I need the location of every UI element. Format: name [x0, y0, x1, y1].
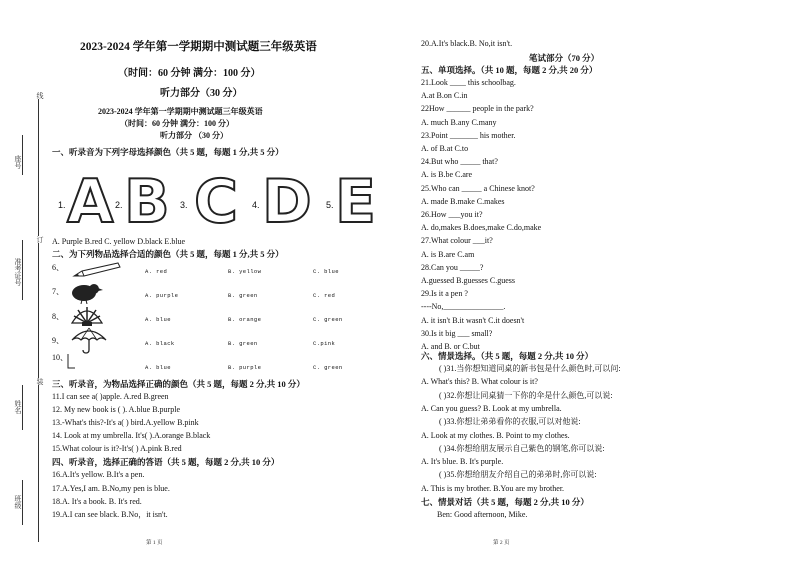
- situation-question: ( )33.你想让弟弟看你的衣服,可以对他说:: [439, 417, 581, 427]
- dialogue-line-1: Ben: Good afternoon, Mike.: [437, 510, 528, 519]
- item-8-option-c: C. green: [313, 316, 343, 323]
- situation-options: A. Can you guess? B. Look at my umbrella.: [421, 403, 562, 413]
- outlined-letter-b: B: [124, 167, 170, 237]
- item-10-option-a: A. blue: [145, 364, 171, 371]
- situation-options: A. This is my brother. B.You are my brother.: [421, 483, 565, 493]
- section-7-heading: 七、情景对话（共 5 题，每题 2 分,共 10 分）: [421, 497, 589, 507]
- question-line: 22How ______ people in the park?: [421, 104, 534, 114]
- question-line: 29.Is it a pen ?: [421, 289, 468, 299]
- answer-line: ----No,_______________.: [421, 302, 506, 312]
- item-13: 13.-What's this?-It's a( ) bird.A.yellow B.pink: [52, 418, 199, 427]
- section-2-heading: 二、为下列物品选择合适的颜色（共 5 题，每题 1 分,共 5 分）: [52, 249, 284, 259]
- situation-options: A. Look at my clothes. B. Point to my clothes.: [421, 430, 570, 440]
- section-4-heading: 四、听录音，选择正确的答语（共 5 题，每题 2 分,共 10 分）: [52, 457, 280, 467]
- item-14: 14. Look at my umbrella. It's( ).A.orange B.black: [52, 431, 211, 440]
- item-6-option-a: A. red: [145, 268, 168, 275]
- situation-question: ( )35.你想给朋友介绍自己的弟弟时,你可以说:: [439, 470, 597, 480]
- section-1-heading: 一、听录音为下列字母选择颜色（共 5 题，每题 1 分,共 5 分）: [52, 147, 284, 157]
- question-line: 28.Can you _____?: [421, 262, 484, 272]
- item-8-option-a: A. blue: [145, 316, 171, 323]
- item-10-option-c: C. green: [313, 364, 343, 371]
- margin-mark-staple: 订: [36, 236, 44, 243]
- question-line: 26.How ___you it?: [421, 210, 483, 219]
- item-9-option-c: C.pink: [313, 340, 336, 347]
- item-9-num: 9、: [52, 336, 64, 345]
- item-7-num: 7、: [52, 287, 64, 296]
- item-18: 18.A. It's a book. B. It's red.: [52, 497, 142, 506]
- item-10-picture: [66, 354, 76, 370]
- item-9-option-a: A. black: [145, 340, 175, 347]
- outlined-letter-c: C: [194, 167, 239, 237]
- item-6-option-c: C. blue: [313, 268, 339, 275]
- situation-options: A. What's this? B. What colour is it?: [421, 377, 538, 387]
- letter-num-5: 5.: [326, 200, 334, 210]
- item-8-num: 8、: [52, 312, 64, 321]
- answer-line: A. of B.at C.to: [421, 144, 469, 153]
- page-number-2: 第 2 页: [493, 540, 510, 546]
- item-10-num: 10、: [52, 353, 68, 362]
- margin-label-exam-id: 准考证号: [14, 258, 22, 286]
- item-15: 15.What colour is it?-It's( ) A.pink B.red: [52, 444, 182, 453]
- answer-line: A. is B.are C.am: [421, 249, 475, 259]
- answer-line: A. much B.any C.many: [421, 117, 497, 127]
- answer-line: A. made B.make C.makes: [421, 196, 505, 206]
- outlined-letter-d: D: [262, 167, 312, 237]
- question-line: 24.But who _____ that?: [421, 157, 498, 167]
- letter-num-2: 2.: [115, 200, 123, 210]
- question-line: 25.Who can _____ a Chinese knot?: [421, 183, 535, 193]
- item-16: 16.A.It's yellow. B.It's a pen.: [52, 470, 145, 479]
- item-19: 19.A.I can see black. B.No，it isn't.: [52, 510, 168, 519]
- margin-mark-line: 线: [36, 92, 44, 99]
- item-12: 12. My new book is ( ). A.blue B.purple: [52, 405, 180, 414]
- outlined-letter-a: A: [67, 167, 114, 237]
- binding-line: [38, 92, 39, 542]
- question-line: 27.What colour ___it?: [421, 236, 493, 246]
- margin-label-seat: 座号: [14, 155, 22, 169]
- pencil-picture: [72, 262, 122, 278]
- margin-label-name: 姓名: [14, 400, 22, 414]
- umbrella-picture: [70, 326, 108, 354]
- inner-title: 2023-2024 学年第一学期期中测试题三年级英语: [98, 107, 263, 116]
- section-6-heading: 六、情景选择。（共 5 题，每题 2 分,共 10 分）: [421, 351, 594, 361]
- inner-time-score: （时间：60 分钟 满分：100 分）: [120, 119, 234, 128]
- exam-title: 2023-2024 学年第一学期期中测试题三年级英语: [80, 41, 317, 53]
- page-number-1: 第 1 页: [146, 540, 163, 546]
- question-line: 23.Point _______ his mother.: [421, 130, 516, 140]
- margin-label-class: 班级: [14, 495, 22, 509]
- listening-heading: 听力部分（30 分）: [160, 88, 243, 99]
- situation-question: ( )32.你想让同桌猜一下你的伞是什么颜色,可以说:: [439, 390, 613, 400]
- written-heading: 笔试部分（70 分）: [529, 53, 600, 63]
- item-6-option-b: B. yellow: [228, 268, 262, 275]
- answer-line: A. is B.be C.are: [421, 170, 473, 180]
- situation-question: ( )31.当你想知道同桌的新书包是什么颜色时,可以问:: [439, 364, 621, 373]
- item-11: 11.I can see a( )apple. A.red B.green: [52, 392, 169, 401]
- item-17: 17.A.Yes,I am. B.No,my pen is blue.: [52, 484, 170, 493]
- letter-num-4: 4.: [252, 200, 260, 210]
- answer-line: A.guessed B.guesses C.guess: [421, 276, 515, 285]
- item-7-option-b: B. green: [228, 292, 258, 299]
- letter-num-1: 1.: [58, 200, 66, 210]
- situation-options: A. It's blue. B. It's purple.: [421, 457, 504, 467]
- item-9-option-b: B. green: [228, 340, 258, 347]
- section-5-heading: 五、单项选择。（共 10 题，每题 2 分,共 20 分）: [421, 65, 598, 75]
- section-3-heading: 三、听录音，为物品选择正确的颜色（共 5 题，每题 2 分,共 10 分）: [52, 379, 305, 389]
- shell-picture: [70, 303, 104, 327]
- answer-line: A. do,makes B.does,make C.do,make: [421, 223, 542, 233]
- exam-page-right: [397, 0, 794, 561]
- exam-time-score: （时间：60 分钟 满分：100 分）: [118, 68, 261, 79]
- item-6-num: 6、: [52, 263, 64, 272]
- question-line: 21.Look ____ this schoolbag.: [421, 78, 516, 87]
- outlined-letter-e: E: [335, 167, 376, 237]
- margin-mark-bind: 装: [36, 378, 44, 385]
- situation-question: ( )34.你想给朋友展示自己紫色的钢笔,你可以说:: [439, 443, 605, 453]
- item-8-option-b: B. orange: [228, 316, 262, 323]
- inner-listening: 听力部分 （30 分）: [160, 131, 228, 140]
- item-20: 20.A.It's black.B. No,it isn't.: [421, 39, 513, 48]
- answer-line: A.at B.on C.in: [421, 91, 468, 101]
- answer-line: 30.Is it big ___ small?: [421, 328, 493, 338]
- section-1-options: A. Purple B.red C. yellow D.black E.blue: [52, 237, 186, 246]
- item-10-option-b: B. purple: [228, 364, 262, 371]
- answer-line: A. it isn't B.it wasn't C.it doesn't: [421, 315, 525, 325]
- letter-num-3: 3.: [180, 200, 188, 210]
- bird-picture: [68, 282, 104, 304]
- answer-line: A. and B. or C.but: [421, 342, 480, 351]
- item-7-option-a: A. purple: [145, 292, 179, 299]
- item-7-option-c: C. red: [313, 292, 336, 299]
